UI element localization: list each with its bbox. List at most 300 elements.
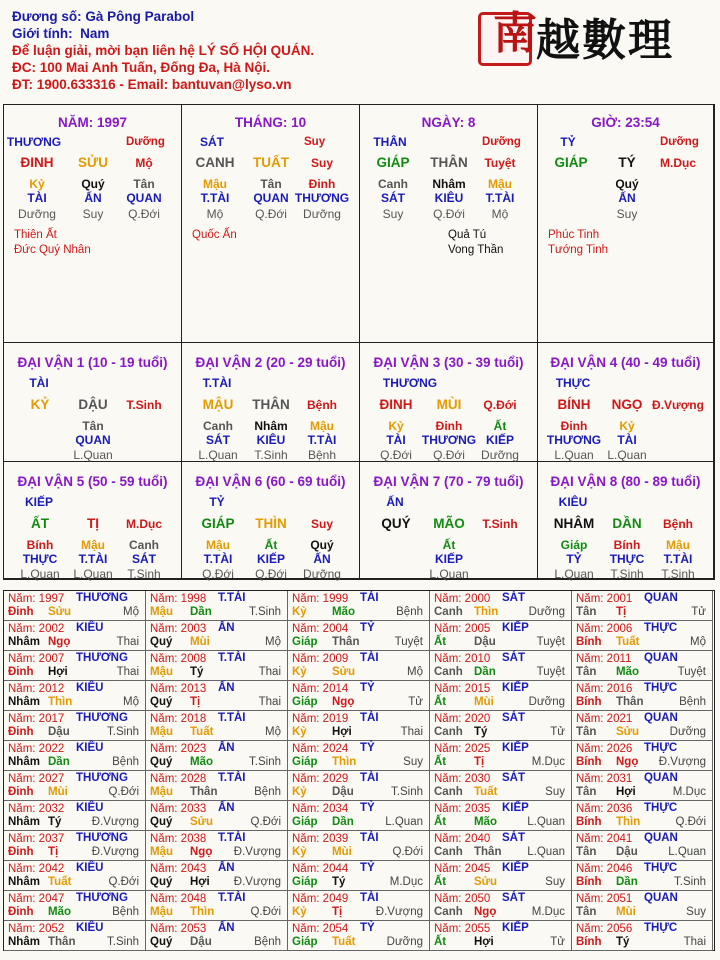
year-cell [572,861,713,891]
hidden-star: TỶ [566,552,582,566]
year-cell [430,651,572,681]
year-can: Bính [576,816,602,828]
year-phase: T.Sinh [674,876,706,888]
year-can: Mậu [150,786,173,798]
year-chi: Mùi [474,696,494,708]
hidden-phase: L.Quan [554,567,594,581]
pillar-can: GIÁP [554,155,588,170]
hidden-phase: Q.Đới [255,567,287,581]
year-phase: Thai [258,696,281,708]
year-label: Năm: 2012 [8,683,65,695]
year-cell [146,801,288,831]
dai-van-chi: TỊ [87,516,99,531]
year-can: Đinh [8,906,34,918]
year-chi: Hợi [332,726,352,738]
year-chi: Dần [48,756,70,768]
hidden-star: THƯƠNG [546,433,602,447]
year-label: Năm: 2031 [576,773,633,785]
year-label: Năm: 2001 [576,593,633,605]
dai-van-title: ĐẠI VẬN 3 (30 - 39 tuổi) [373,355,524,370]
year-star: THỰC [644,862,678,874]
year-phase: Đ.Vượng [91,816,139,828]
year-cell [288,711,430,741]
pillar-top-phase: Suy [304,136,326,148]
year-phase: Q.Đới [392,846,423,858]
dai-van-chi: THÂN [252,397,290,412]
pillar-chi: SỬU [78,155,108,170]
dai-van-top-star: KIẾP [24,495,54,509]
year-chi: Tuất [616,636,640,648]
year-chi: Dần [474,666,496,678]
year-chi: Thìn [190,906,215,918]
year-phase: Thai [258,666,281,678]
year-chi: Thân [474,846,502,858]
year-chi: Tý [48,816,62,828]
year-star: QUAN [644,772,678,784]
year-star: ẤN [218,742,235,754]
pillar-top-star: TỶ [560,135,576,149]
year-cell [572,891,713,921]
year-cell [288,621,430,651]
year-cell [146,831,288,861]
year-star: ẤN [218,922,235,934]
hidden-stem: Tân [82,419,104,433]
year-chi: Mão [48,906,71,918]
name-label: Đương số: [12,9,82,24]
year-can: Quý [150,876,173,888]
hidden-phase: Dưỡng [303,567,341,581]
hidden-stem: Mậu [488,177,512,191]
year-label: Năm: 2051 [576,893,633,905]
pillar-extra: Đức Quý Nhân [14,244,91,256]
dai-van-title: ĐẠI VẬN 7 (70 - 79 tuổi) [373,474,524,489]
year-star: TÀI [360,652,379,664]
pillar-phase: Mộ [135,156,153,170]
year-phase: Q.Đới [108,786,139,798]
year-star: TÀI [360,592,379,604]
year-label: Năm: 2028 [150,773,207,785]
dai-van-phase: Bệnh [663,517,693,531]
year-star: TÀI [360,832,379,844]
year-chi: Sửu [332,666,356,678]
year-cell [146,681,288,711]
year-can: Canh [434,606,463,618]
year-can: Nhâm [8,876,40,888]
year-cell [430,741,572,771]
year-cell [288,861,430,891]
year-chi: Sửu [48,606,72,618]
pillar-extra: Tướng Tinh [548,244,608,256]
year-cell [572,801,713,831]
year-star: QUAN [644,652,678,664]
year-chi: Mão [332,606,355,618]
year-can: Mậu [150,906,173,918]
dai-van-title: ĐẠI VẬN 4 (40 - 49 tuổi) [550,355,701,370]
year-phase: Đ.Vượng [233,876,281,888]
year-chi: Dậu [48,726,70,738]
year-chi: Dậu [332,786,354,798]
year-star: TÀI [360,892,379,904]
year-cell [146,621,288,651]
year-star: KIẾP [502,862,529,874]
hidden-stem: Bính [613,538,641,552]
year-star: SÁT [502,892,525,904]
year-cell [572,921,713,951]
hidden-stem: Quý [310,538,334,552]
year-phase: Tử [408,696,423,708]
year-can: Kỷ [292,666,307,678]
pillar-can: CANH [195,155,235,170]
year-cell [572,681,713,711]
year-can: Tân [576,666,597,678]
dai-van-top-star: THỰC [555,376,591,390]
hidden-phase: T.Sinh [127,567,161,581]
dai-van-can: KỶ [30,397,50,412]
year-phase: Suy [545,786,565,798]
year-can: Mậu [150,666,173,678]
year-star: QUAN [644,892,678,904]
year-label: Năm: 2037 [8,833,65,845]
year-star: T.TÀI [218,772,246,784]
year-cell [146,591,288,621]
year-chi: Thìn [48,696,73,708]
hidden-star: TÀI [617,433,637,447]
year-label: Năm: 2030 [434,773,491,785]
year-chi: Hợi [616,786,636,798]
annual-grid [3,590,715,951]
year-cell [4,831,146,861]
seal-char: 南 [493,8,537,59]
year-cell [288,891,430,921]
dai-van-box [182,343,360,462]
year-label: Năm: 2005 [434,623,491,635]
year-chi: Tị [616,606,627,618]
pillar-extra: Phúc Tinh [548,229,600,241]
hidden-stem: Đinh [560,419,588,433]
year-chi: Tuất [190,726,214,738]
year-cell [288,741,430,771]
hidden-phase: T.Sinh [661,567,695,581]
hidden-phase: Q.Đới [433,448,465,462]
year-star: THƯƠNG [76,892,128,904]
year-label: Năm: 2055 [434,923,491,935]
year-can: Giáp [292,756,318,768]
year-can: Bính [576,636,602,648]
year-cell [430,891,572,921]
hidden-stem: Đinh [308,177,336,191]
year-label: Năm: 2027 [8,773,65,785]
year-can: Mậu [150,726,173,738]
pillar-title: NĂM: 1997 [57,115,128,130]
year-star: THỰC [644,682,678,694]
year-label: Năm: 2041 [576,833,633,845]
year-star: ẤN [218,802,235,814]
year-can: Đinh [8,726,34,738]
pillar-title: NGÀY: 8 [421,115,476,130]
year-can: Bính [576,756,602,768]
year-phase: T.Sinh [107,936,139,948]
dai-van-chi: MÃO [433,516,465,531]
header-info [12,8,314,93]
year-label: Năm: 1997 [8,593,65,605]
dai-van-can: QUÝ [381,516,411,531]
year-chi: Tý [332,876,346,888]
year-phase: Đ.Vượng [233,846,281,858]
contact-line-1: Để luận giải, mời bạn liên hệ LÝ SỐ HỘI QUÁN. [12,43,315,58]
hidden-star: TÀI [27,191,47,205]
year-star: TỶ [360,862,375,874]
year-chi: Thân [48,936,76,948]
year-chi: Dần [190,606,212,618]
year-star: THƯƠNG [76,832,128,844]
year-label: Năm: 2049 [292,893,349,905]
year-chi: Thân [332,636,360,648]
year-chi: Tị [332,906,343,918]
year-cell [146,771,288,801]
hidden-stem: Quý [615,177,639,191]
year-chi: Tý [474,726,488,738]
year-star: TỶ [360,742,375,754]
year-phase: Suy [545,876,565,888]
pillar-top-star: THƯƠNG [6,135,62,149]
hidden-star: T.TÀI [200,191,230,205]
year-cell [4,861,146,891]
year-phase: Tử [550,726,565,738]
year-can: Quý [150,636,173,648]
year-star: KIẾP [502,682,529,694]
year-star: KIẾP [502,742,529,754]
gender-label: Giới tính: [12,26,73,41]
year-star: THỰC [644,742,678,754]
year-cell [4,741,146,771]
year-star: SÁT [502,652,525,664]
pillar-chi: THÂN [430,155,468,170]
year-label: Năm: 2015 [434,683,491,695]
year-star: T.TÀI [218,892,246,904]
year-cell [288,801,430,831]
year-chi: Thân [190,786,218,798]
hidden-star: SÁT [381,191,405,205]
year-chi: Thìn [474,606,499,618]
dai-van-top-star: THƯƠNG [382,376,438,390]
year-phase: Dưỡng [386,936,423,948]
year-star: KIÊU [76,742,104,754]
year-chi: Dậu [616,846,638,858]
hidden-phase: Dưỡng [481,448,519,462]
year-cell [288,591,430,621]
year-star: ẤN [218,622,235,634]
hidden-star: T.TÀI [307,433,337,447]
year-can: Tân [576,786,597,798]
pillar-extra: Quốc Ấn [192,229,237,241]
hidden-star: QUAN [253,191,289,205]
year-cell [288,681,430,711]
year-can: Bính [576,876,602,888]
year-cell [4,921,146,951]
year-phase: T.Sinh [391,786,423,798]
hidden-star: THƯƠNG [294,191,350,205]
year-chi: Thìn [616,816,641,828]
year-cell [572,831,713,861]
year-cell [4,711,146,741]
year-chi: Dậu [474,636,496,648]
year-phase: Thai [683,936,706,948]
year-cell [4,591,146,621]
year-star: KIÊU [76,682,104,694]
hidden-phase: Dưỡng [18,207,56,221]
year-cell [146,861,288,891]
year-chi: Mùi [332,846,352,858]
year-label: Năm: 2002 [8,623,65,635]
hidden-phase: Dưỡng [303,207,341,221]
year-can: Giáp [292,816,318,828]
year-cell [288,921,430,951]
hidden-stem: Tân [133,177,155,191]
year-phase: Mộ [690,636,706,648]
year-phase: M.Dục [531,906,565,918]
year-label: Năm: 2018 [150,713,207,725]
year-cell [146,711,288,741]
dai-van-top-star: TÀI [29,376,49,390]
year-phase: Đ.Vượng [91,846,139,858]
seal-stamp-icon [478,8,537,66]
year-label: Năm: 2044 [292,863,349,875]
year-label: Năm: 2050 [434,893,491,905]
year-star: T.TÀI [218,832,246,844]
year-chi: Thìn [332,756,357,768]
year-can: Kỷ [292,906,307,918]
year-label: Năm: 2032 [8,803,65,815]
dai-van-top-star: TỶ [209,495,225,509]
year-label: Năm: 2052 [8,923,65,935]
year-label: Năm: 2033 [150,803,207,815]
year-cell [430,681,572,711]
year-can: Quý [150,756,173,768]
pillar-title: GIỜ: 23:54 [591,115,660,130]
hidden-stem: Nhâm [432,177,466,191]
year-chi: Tý [190,666,204,678]
year-star: KIÊU [76,922,104,934]
year-label: Năm: 2046 [576,863,633,875]
pillar-box [360,105,538,343]
year-label: Năm: 2056 [576,923,633,935]
year-can: Quý [150,696,173,708]
dai-van-can: GIÁP [201,516,235,531]
hidden-phase: L.Quan [20,567,60,581]
hidden-phase: Suy [616,207,638,221]
pillar-phase: Tuyệt [484,156,516,170]
year-cell [4,681,146,711]
year-cell [430,921,572,951]
dai-van-title: ĐẠI VẬN 6 (60 - 69 tuổi) [195,474,346,489]
pillar-top-phase: Dưỡng [482,136,521,148]
year-phase: Q.Đới [250,906,281,918]
hidden-stem: Tân [260,177,282,191]
dai-van-top-star: ẤN [386,495,404,509]
year-cell [430,771,572,801]
dai-van-title: ĐẠI VẬN 1 (10 - 19 tuổi) [17,355,168,370]
hidden-stem: Mậu [666,538,690,552]
year-chi: Thân [616,696,644,708]
pillar-can: GIÁP [376,155,410,170]
year-cell [4,801,146,831]
year-star: KIẾP [502,622,529,634]
dai-van-box [360,343,538,462]
pillar-phase: M.Dục [660,156,696,170]
brand-text: 越數理 [536,15,674,66]
dai-van-box [538,462,714,579]
year-label: Năm: 2006 [576,623,633,635]
year-can: Kỷ [292,846,307,858]
year-label: Năm: 2000 [434,593,491,605]
year-chi: Dậu [190,936,212,948]
year-phase: Đ.Vượng [658,756,706,768]
year-star: QUAN [644,832,678,844]
year-label: Năm: 2019 [292,713,349,725]
hidden-star: ẤN [84,191,102,205]
pillar-box [4,105,182,343]
year-phase: Suy [403,756,423,768]
dai-van-can: MẬU [202,397,234,412]
year-star: KIẾP [502,802,529,814]
hidden-star: KIẾP [485,433,515,447]
year-chi: Ngọ [332,696,355,708]
year-label: Năm: 2025 [434,743,491,755]
year-label: Năm: 2010 [434,653,491,665]
year-can: Nhâm [8,636,40,648]
dai-van-phase: M.Dục [126,517,162,531]
pillar-box [538,105,714,343]
year-chi: Tị [190,696,201,708]
pillar-top-phase: Dưỡng [660,136,699,148]
year-phase: Tuyệt [677,666,706,678]
year-label: Năm: 2026 [576,743,633,755]
year-label: Năm: 2007 [8,653,65,665]
dai-van-box [4,343,182,462]
year-phase: Thai [116,636,139,648]
year-phase: Tử [550,936,565,948]
year-star: TỶ [360,802,375,814]
dai-van-title: ĐẠI VẬN 2 (20 - 29 tuổi) [195,355,346,370]
hidden-phase: L.Quan [198,448,238,462]
dai-van-top-star: T.TÀI [202,376,232,390]
year-can: Tân [576,726,597,738]
year-can: Ất [434,936,447,948]
year-star: TỶ [360,922,375,934]
name-value: Gà Pông Parabol [85,9,195,24]
year-cell [430,591,572,621]
year-label: Năm: 2004 [292,623,349,635]
dai-van-box [360,462,538,579]
year-can: Quý [150,936,173,948]
year-chi: Tý [616,936,630,948]
hidden-stem: Ất [493,419,507,433]
year-phase: Q.Đới [250,816,281,828]
year-label: Năm: 2034 [292,803,349,815]
hidden-stem: Kỷ [29,177,45,191]
contact-line-3: ĐT: 1900.633316 - Email: bantuvan@lyso.vn [12,77,292,92]
year-cell [4,891,146,921]
year-star: SÁT [502,832,525,844]
year-phase: Q.Đới [675,816,706,828]
hidden-star: T.TÀI [663,552,693,566]
pillars-grid [3,104,715,580]
pillar-chi: TÝ [618,155,636,170]
year-phase: Đ.Vượng [375,906,423,918]
year-chi: Tuất [332,936,356,948]
dai-van-phase: T.Sinh [126,398,162,412]
name-line [12,8,314,25]
